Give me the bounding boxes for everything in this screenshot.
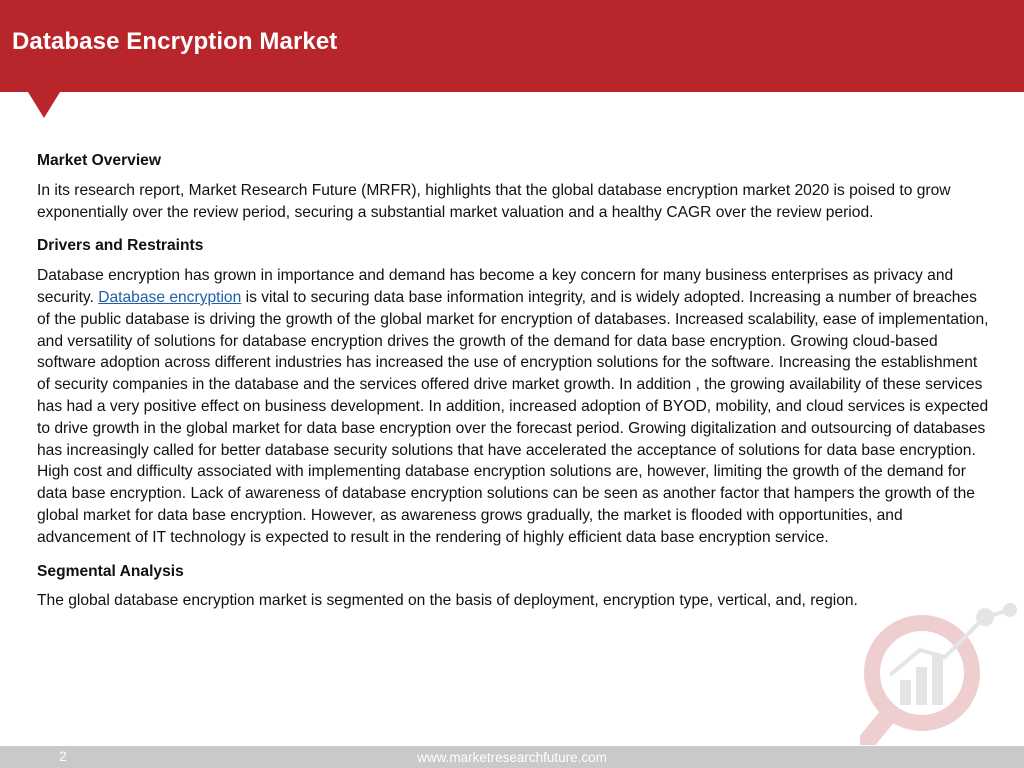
- chart-magnifier-logo-icon: [860, 595, 1024, 745]
- drivers-text-before-link: Database encryption has grown in importance and demand has become a key concern for many business enterprises as privacy and security.: [37, 267, 954, 306]
- drivers-text-after-link: is vital to securing data base information integrity, and is widely adopted. Increasing a number of breaches of the public database is driving the growth of the global market for encryption of databases. Increased scalability, ease of implementation, and versatility of solutions for database encryption drives the growth of the demand for data base encryption. Growing cloud-based software adoption across different industries has increased the use of encryption solutions for the software. Increasing the establishment of security companies in the database and the services offered drive market growth. In addition , the growing availability of these services has had a very positive effect on business development. In addition, increased adoption of BYOD, mobility, and cloud services is expected to drive growth in the global market for data base encryption over the forecast period. Growing digitalization and outsourcing of databases has increasingly called for better database security solutions that have accelerated the acceptance of solutions for data base encryption. High cost and difficulty associated with implementing database encryption solutions are, however, limiting the growth of the demand for data base encryption. Lack of awareness of database encryption solutions can be seen as another factor that hampers the growth of the global market for data base encryption. However, as awareness grows gradually, the market is flooded with opportunities, and advancement of IT technology is expected to result in the rendering of highly efficient data base encryption service.: [37, 288, 989, 546]
- drivers-restraints-text: [37, 265, 992, 548]
- market-overview-text: In its research report, Market Research Future (MRFR), highlights that the global database encryption market 2020 is poised to grow exponentially over the review period, securing a substantial market valuation and a healthy CAGR over the review period.: [37, 181, 951, 221]
- header-pointer: [28, 92, 60, 118]
- segmental-analysis-heading: Segmental Analysis: [37, 562, 184, 580]
- slide-title: Database Encryption Market: [12, 28, 338, 55]
- footer-url: www.marketresearchfuture.com: [417, 750, 607, 765]
- segmental-analysis-text: The global database encryption market is segmented on the basis of deployment, encryption type, vertical, and, region.: [37, 592, 858, 610]
- market-overview-heading: Market Overview: [37, 152, 161, 169]
- page-number: 2: [59, 748, 67, 764]
- database-encryption-link[interactable]: Database encryption: [98, 288, 242, 306]
- drivers-restraints-heading: Drivers and Restraints: [37, 237, 204, 255]
- slide-content: [37, 150, 992, 624]
